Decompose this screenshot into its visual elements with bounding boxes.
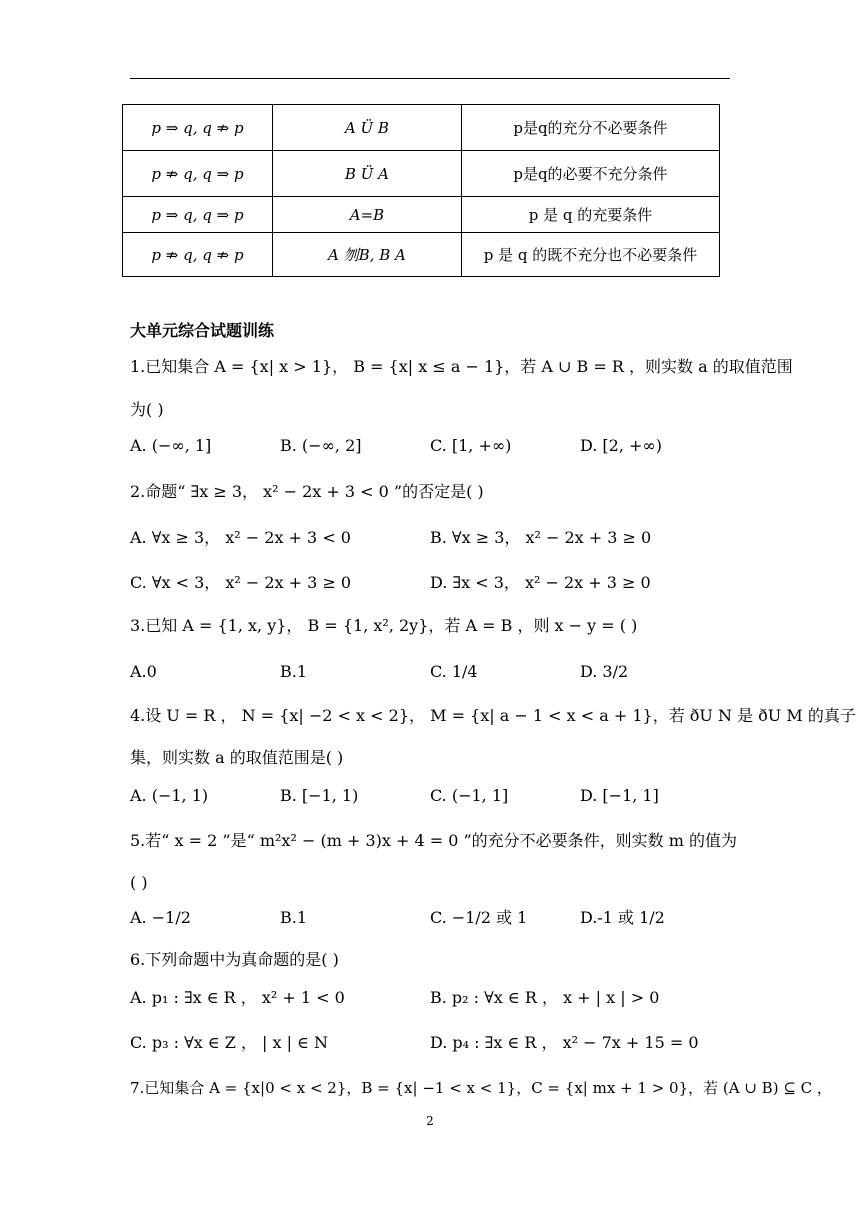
table-row xyxy=(123,105,720,151)
question-6-text: 6.下列命题中为真命题的是( ) xyxy=(130,950,339,969)
question-4-option-a: A. (−1, 1) xyxy=(130,786,209,805)
question-5-option-d: D.-1 或 1/2 xyxy=(580,908,665,927)
meaning-cell: p 是 q 的既不充分也不必要条件 xyxy=(461,233,719,277)
question-3-option-d: D. 3/2 xyxy=(580,662,629,681)
question-6-option-b: B. p₂ : ∀x ∈ R ， x + | x | > 0 xyxy=(430,988,660,1007)
question-1-option-c: C. [1, +∞) xyxy=(430,436,512,455)
relation-cell: p ⇏ q, q ⇒ p xyxy=(123,151,273,197)
question-3-text: 3.已知 A = {1, x, y}， B = {1, x², 2y}，若 A = B ，则 x − y = ( ) xyxy=(130,616,638,635)
question-4-option-c: C. (−1, 1] xyxy=(430,786,509,805)
question-1-text: 1.已知集合 A = {x| x > 1}， B = {x| x ≤ a − 1}，若 A ∪ B = R ，则实数 a 的取值范围 xyxy=(130,357,793,376)
table-row xyxy=(123,151,720,197)
question-4-text-cont: 集，则实数 a 的取值范围是( ) xyxy=(130,748,344,767)
question-5-option-a: A. −1/2 xyxy=(130,908,191,927)
question-1-option-a: A. (−∞, 1] xyxy=(130,436,212,455)
question-5-text: 5.若“ x = 2 ”是“ m²x² − (m + 3)x + 4 = 0 ”的充分不必要条件，则实数 m 的值为 xyxy=(130,831,738,850)
relation-cell: p ⇒ q, q ⇏ p xyxy=(123,105,273,151)
question-1-option-d: D. [2, +∞) xyxy=(580,436,662,455)
question-2-option-a: A. ∀x ≥ 3， x² − 2x + 3 < 0 xyxy=(130,528,351,547)
question-6-option-c: C. p₃ : ∀x ∈ Z ， | x | ∈ N xyxy=(130,1033,329,1052)
sets-cell: B Ü A xyxy=(272,151,461,197)
question-4-option-d: D. [−1, 1] xyxy=(580,786,659,805)
page-number: 2 xyxy=(426,1114,434,1128)
sets-cell: A=B xyxy=(272,197,461,233)
question-7-text: 7.已知集合 A = {x|0 < x < 2}，B = {x| −1 < x < 1}，C = {x| mx + 1 > 0}，若 (A ∪ B) ⊆ C ， xyxy=(130,1079,832,1097)
question-2-option-b: B. ∀x ≥ 3， x² − 2x + 3 ≥ 0 xyxy=(430,528,652,547)
question-3-option-b: B.1 xyxy=(280,662,308,681)
header-rule xyxy=(130,78,730,79)
question-2-option-d: D. ∃x < 3， x² − 2x + 3 ≥ 0 xyxy=(430,573,651,592)
meaning-cell: p是q的充分不必要条件 xyxy=(461,105,719,151)
sets-cell: A 刎B, B A xyxy=(272,233,461,277)
question-5-text-cont: ( ) xyxy=(130,873,148,892)
sets-cell: A Ü B xyxy=(272,105,461,151)
question-2-option-c: C. ∀x < 3， x² − 2x + 3 ≥ 0 xyxy=(130,573,352,592)
question-4-text: 4.设 U = R ， N = {x| −2 < x < 2}， M = {x| a − 1 < x < a + 1}，若 ðU N 是 ðU M 的真子 xyxy=(130,706,856,725)
meaning-cell: p是q的必要不充分条件 xyxy=(461,151,719,197)
question-5-option-b: B.1 xyxy=(280,908,308,927)
question-3-option-a: A.0 xyxy=(130,662,157,681)
question-4-option-b: B. [−1, 1) xyxy=(280,786,359,805)
question-1-text-cont: 为( ) xyxy=(130,400,164,419)
condition-table xyxy=(122,104,720,277)
question-3-option-c: C. 1/4 xyxy=(430,662,478,681)
relation-cell: p ⇒ q, q ⇒ p xyxy=(123,197,273,233)
section-title: 大单元综合试题训练 xyxy=(130,321,275,340)
question-2-text: 2.命题“ ∃x ≥ 3， x² − 2x + 3 < 0 ”的否定是( ) xyxy=(130,482,484,501)
table-row xyxy=(123,233,720,277)
question-6-option-a: A. p₁ : ∃x ∈ R ， x² + 1 < 0 xyxy=(130,988,345,1007)
question-5-option-c: C. −1/2 或 1 xyxy=(430,908,528,927)
table-row xyxy=(123,197,720,233)
meaning-cell: p 是 q 的充要条件 xyxy=(461,197,719,233)
relation-cell: p ⇏ q, q ⇏ p xyxy=(123,233,273,277)
question-6-option-d: D. p₄ : ∃x ∈ R ， x² − 7x + 15 = 0 xyxy=(430,1033,699,1052)
question-1-option-b: B. (−∞, 2] xyxy=(280,436,362,455)
